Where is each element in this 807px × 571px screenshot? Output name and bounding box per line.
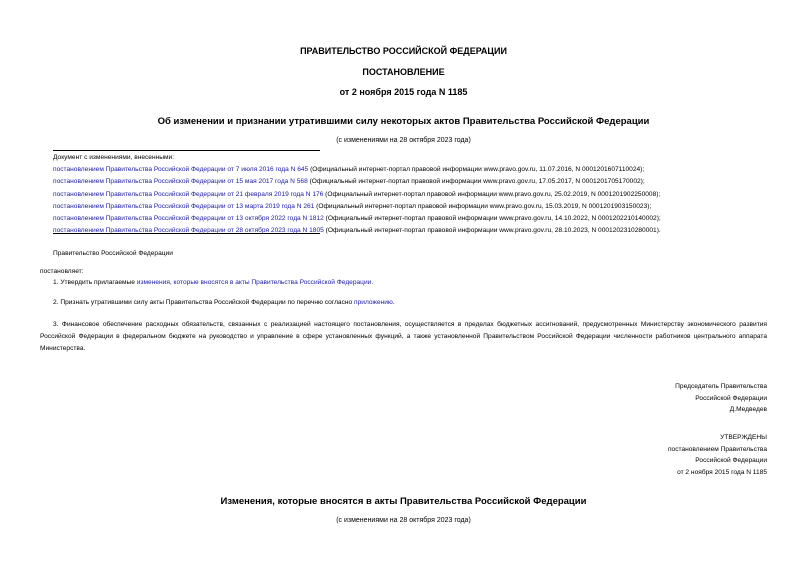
amendment-item: постановлением Правительства Российской Федерации от 28 октября 2023 года N 1805 (Официальный интернет-портал правовой информации www.pravo.gov.ru, 28.10.2023, N 0001202310280001).: [53, 227, 661, 235]
government-heading: ПРАВИТЕЛЬСТВО РОССИЙСКОЙ ФЕДЕРАЦИИ: [300, 46, 507, 56]
approval-line: постановлением Правительства: [667, 445, 767, 453]
signature-line: Председатель Правительства: [675, 383, 767, 390]
approval-line: Российской Федерации: [695, 457, 767, 464]
approval-block: [668, 432, 767, 478]
amendment-link[interactable]: постановлением Правительства Российской Федерации от 13 марта 2019 года N 261: [53, 202, 315, 210]
amendment-item: постановлением Правительства Российской Федерации от 13 марта 2019 года N 261 (Официальный интернет-портал правовой информации www.pravo.gov.ru, 15.03.2019, N 0001201903150023);: [53, 202, 652, 210]
amendment-item: постановлением Правительства Российской Федерации от 13 октября 2022 года N 1812 (Официальный интернет-портал правовой информации www.pravo.gov.ru, 14.10.2022, N 0001202210140002);: [53, 215, 661, 223]
paragraph-3: 3. Финансовое обеспечение расходных обязательств, связанных с реализацией настоящего постановления, осуществляется в пределах бюджетных ассигнований, предусмотренных Министерству экономического развития Российской Федерации в федеральном бюджете на руководство и управление в сфере установленных функций, а также установленной Правительством Российской Федерации численности работников центрального аппарата Министерства.: [40, 321, 767, 352]
edition-note: (с изменениями на 28 октября 2023 года): [336, 137, 471, 144]
signature-block: [675, 381, 767, 416]
amendment-link[interactable]: постановлением Правительства Российской Федерации от 21 февраля 2019 года N 176: [53, 190, 324, 198]
decrees-text: постановляет:: [40, 268, 84, 275]
paragraph-2: 2. Признать утратившими силу акты Правительства Российской Федерации по перечню согласно приложению.: [53, 299, 395, 306]
changes-link[interactable]: изменения, которые вносятся в акты Правительства Российской Федерации: [136, 279, 372, 286]
signature-line: Д.Медведев: [729, 406, 767, 413]
amendment-item: постановлением Правительства Российской Федерации от 7 июля 2016 года N 645 (Официальный интернет-портал правовой информации www.pravo.gov.ru, 11.07.2016, N 0001201607110024);: [53, 166, 645, 174]
divider-bottom: [53, 233, 320, 234]
amendments-list: [53, 152, 661, 237]
approval-line: УТВЕРЖДЕНЫ: [720, 434, 767, 441]
amendment-link[interactable]: постановлением Правительства Российской Федерации от 28 октября 2023 года N 1805: [53, 227, 324, 235]
approval-line: от 2 ноября 2015 года N 1185: [677, 468, 767, 476]
amendment-item: постановлением Правительства Российской Федерации от 15 мая 2017 года N 568 (Официальный интернет-портал правовой информации www.pravo.gov.ru, 17.05.2017, N 0001201705170002);: [53, 178, 645, 186]
amendment-link[interactable]: постановлением Правительства Российской Федерации от 13 октября 2022 года N 1812: [53, 215, 324, 223]
paragraph-1: 1. Утвердить прилагаемые изменения, которые вносятся в акты Правительства Российской Федерации.: [53, 279, 374, 286]
amendments-intro: Документ с изменениями, внесенными:: [53, 154, 175, 161]
issuer-text: Правительство Российской Федерации: [53, 250, 173, 257]
signature-line: Российской Федерации: [695, 394, 767, 402]
date-number-heading: от 2 ноября 2015 года N 1185: [339, 87, 468, 97]
amendment-link[interactable]: постановлением Правительства Российской Федерации от 15 мая 2017 года N 568: [53, 178, 308, 186]
annex-link[interactable]: приложению: [354, 299, 393, 306]
divider-top: [53, 150, 320, 151]
annex-title: Изменения, которые вносятся в акты Правительства Российской Федерации: [220, 496, 587, 507]
doc-type-heading: ПОСТАНОВЛЕНИЕ: [362, 67, 445, 77]
document-title: Об изменении и признании утратившими силу некоторых актов Правительства Российской Федерации: [157, 116, 650, 127]
amendment-link[interactable]: постановлением Правительства Российской Федерации от 7 июля 2016 года N 645: [53, 166, 309, 174]
amendment-item: постановлением Правительства Российской Федерации от 21 февраля 2019 года N 176 (Официальный интернет-портал правовой информации www.pravo.gov.ru, 25.02.2019, N 0001201902250008);: [53, 190, 661, 198]
annex-note: (с изменениями на 28 октября 2023 года): [336, 517, 471, 524]
